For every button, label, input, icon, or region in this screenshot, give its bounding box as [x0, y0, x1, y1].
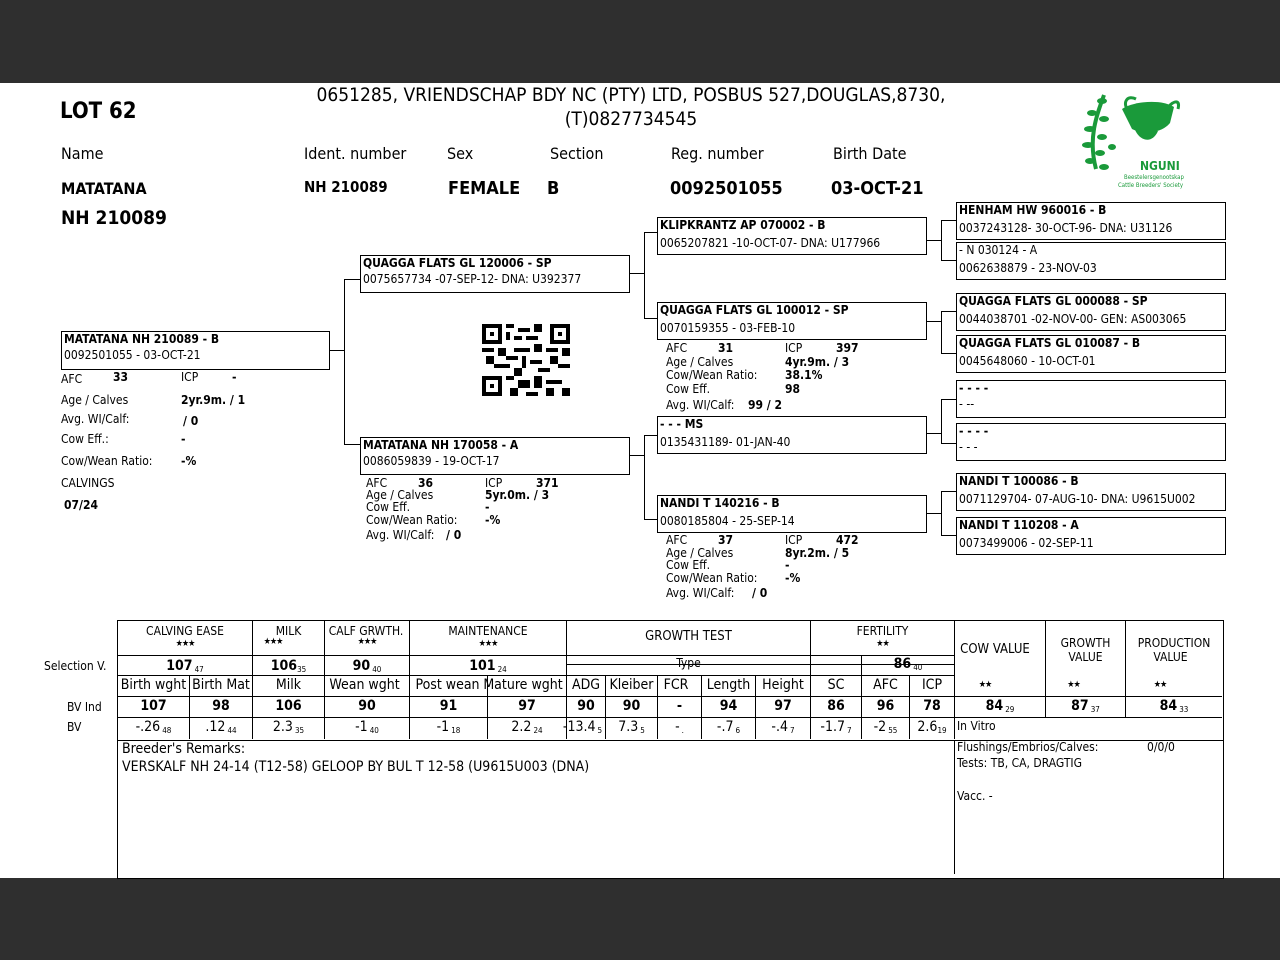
gg-8-detail: 0073499006 - 02-SEP-11 [959, 536, 1094, 550]
sel-calving-value: 107 [166, 658, 193, 674]
dd-age-label: Age / Calves [666, 546, 734, 560]
hdr-milk: MILK [275, 624, 302, 638]
dam-cw-value: -% [485, 513, 501, 527]
dd-wi-value: / 0 [752, 586, 768, 600]
animal-name: MATATANA [61, 179, 147, 198]
gg-2-detail: 0062638879 - 23-NOV-03 [959, 261, 1097, 275]
bv-fcr-value: - [675, 719, 680, 735]
logo-subtitle-2: Cattle Breeders' Society [1118, 182, 1184, 189]
label-ident: Ident. number [304, 144, 407, 163]
bv-height [756, 719, 810, 735]
bv-sc-sub: 7 [847, 726, 852, 735]
bv-birth-wght [118, 719, 189, 735]
gg-7-title: NANDI T 100086 - B [959, 474, 1079, 488]
dd-afc-value: 37 [718, 533, 734, 547]
sd-wi-value: 99 / 2 [748, 398, 782, 412]
label-section: Section [550, 144, 604, 163]
dam-age-value: 5yr.0m. / 3 [485, 488, 550, 502]
bv-length-sub: 6 [735, 726, 741, 735]
bvind-birth-mat: 98 [212, 698, 230, 714]
animal-name-line-2: NH 210089 [61, 207, 167, 229]
qr-code-icon [482, 323, 570, 397]
bv-afc [862, 719, 909, 735]
dam-box [360, 437, 630, 475]
dam-afc-value: 36 [418, 476, 434, 490]
col-adg: ADG [571, 677, 601, 693]
bv-kleiber [606, 719, 657, 735]
stars-maint: ★★★ [478, 639, 498, 649]
gg-6-title: - - - - [959, 424, 989, 438]
dam-wi-label: Avg. WI/Calf: [366, 528, 435, 542]
label-birth: Birth Date [833, 144, 907, 163]
label-name: Name [61, 144, 104, 163]
bvind-birth-wght: 107 [140, 698, 167, 714]
col-height: Height [762, 677, 804, 693]
hdr-growth-test: GROWTH TEST [645, 629, 732, 644]
sire-dam-detail: 0070159355 - 03-FEB-10 [660, 321, 796, 335]
animal-birth: 03-OCT-21 [831, 178, 924, 199]
bv-wean-wght-value: -1 [355, 719, 368, 735]
col-fcr: FCR [663, 677, 689, 693]
bv-mature-wght [488, 719, 566, 735]
dam-afc-label: AFC [366, 476, 388, 490]
hdr-type: Type [676, 656, 701, 670]
sel-maint [410, 658, 566, 674]
in-vitro-label: In Vitro [957, 719, 996, 733]
dam-sire-detail: 0135431189- 01-JAN-40 [660, 435, 791, 449]
dam-sire-box [657, 416, 927, 454]
gg-8-title: NANDI T 110208 - A [959, 518, 1079, 532]
bvind-length: 94 [719, 698, 738, 714]
col-birth-mat: Birth Mat [192, 677, 250, 693]
subject-cw-label: Cow/Wean Ratio: [61, 454, 153, 468]
hdr-maintenance: MAINTENANCE [448, 624, 528, 638]
bv-milk-value: 2.3 [272, 719, 293, 735]
sd-icp-value: 397 [836, 341, 859, 355]
animal-sex: FEMALE [448, 178, 521, 199]
sel-fert-value: 86 [893, 656, 912, 672]
cow-value-number: 84 [985, 698, 1004, 714]
bv-length-value: -.7 [716, 719, 734, 735]
col-post-wean: Post wean [415, 677, 480, 693]
gg-3-detail: 0044038701 -02-NOV-00- GEN: AS003065 [959, 312, 1187, 326]
production-value [1126, 698, 1222, 714]
subject-title: MATATANA NH 210089 - B [64, 332, 220, 346]
label-sex: Sex [447, 144, 474, 163]
production-value-number: 84 [1159, 698, 1178, 714]
sel-calf-sub: 40 [372, 665, 382, 674]
dam-detail: 0086059839 - 19-OCT-17 [363, 454, 500, 468]
col-afc: AFC [873, 677, 898, 693]
flushings-label: Flushings/Embrios/Calves: [957, 740, 1099, 754]
hdr-fertility: FERTILITY [856, 624, 909, 638]
sd-ce-value: 98 [785, 382, 801, 396]
sel-fert [862, 656, 954, 672]
cow-value-sub: 29 [1005, 705, 1015, 714]
dd-cw-label: Cow/Wean Ratio: [666, 571, 758, 585]
subject-wi-label: Avg. WI/Calf: [61, 412, 130, 426]
bvind-sc: 86 [827, 698, 845, 714]
sire-sire-box [657, 217, 927, 255]
gg-4-title: QUAGGA FLATS GL 010087 - B [959, 336, 1141, 350]
sd-age-label: Age / Calves [666, 355, 734, 369]
stars-cow: ★★ [978, 680, 992, 690]
hdr-calf-growth: CALF GRWTH. [328, 624, 404, 638]
gg-1-title: HENHAM HW 960016 - B [959, 203, 1107, 217]
bv-adg-sub: 5 [597, 726, 603, 735]
bvind-icp: 78 [923, 698, 941, 714]
subject-cw-value: -% [181, 454, 197, 468]
sel-calving [118, 658, 252, 674]
dam-icp-label: ICP [485, 476, 503, 490]
hdr-cow-value: COW VALUE [960, 642, 1030, 657]
lot-number: LOT 62 [60, 99, 137, 124]
row-label-selection: Selection V. [44, 659, 107, 673]
bv-sc-value: -1.7 [820, 719, 845, 735]
pedigree-sheet [0, 83, 1280, 878]
growth-value [1046, 698, 1125, 714]
sel-calf-value: 90 [352, 658, 371, 674]
bv-milk [253, 719, 324, 735]
bv-icp-sub: 19 [937, 726, 947, 735]
bv-height-sub: 7 [789, 726, 795, 735]
dam-age-label: Age / Calves [366, 488, 434, 502]
bv-mature-wght-value: 2.2 [511, 719, 532, 735]
hdr-growth-value-2: VALUE [1068, 650, 1103, 664]
calvings-label: CALVINGS [61, 476, 115, 490]
sd-cw-label: Cow/Wean Ratio: [666, 368, 758, 382]
col-kleiber: Kleiber [609, 677, 654, 693]
growth-value-number: 87 [1071, 698, 1089, 714]
dam-icp-value: 371 [536, 476, 559, 490]
dd-ce-value: - [785, 558, 790, 572]
sd-age-value: 4yr.9m. / 3 [785, 355, 850, 369]
dam-ce-label: Cow Eff. [366, 500, 411, 514]
gg-box-2 [956, 242, 1226, 280]
sire-dam-title: QUAGGA FLATS GL 100012 - SP [660, 303, 849, 317]
bvind-afc: 96 [876, 698, 895, 714]
dam-title: MATATANA NH 170058 - A [363, 438, 519, 452]
animal-reg: 0092501055 [670, 178, 783, 199]
remarks-text: VERSKALF NH 24-14 (T12-58) GELOOP BY BUL T 12-58 (U9615U003 (DNA) [122, 759, 590, 775]
sd-ce-label: Cow Eff. [666, 382, 711, 396]
row-label-bvind: BV Ind [67, 700, 102, 714]
subject-afc-label: AFC [61, 372, 83, 386]
bv-birth-wght-sub: 48 [162, 726, 172, 735]
dam-ce-value: - [485, 500, 490, 514]
gg-box-7 [956, 473, 1226, 511]
subject-detail: 0092501055 - 03-OCT-21 [64, 348, 201, 362]
dam-sire-title: - - - MS [660, 417, 704, 431]
subject-ce-value: - [181, 432, 186, 446]
dd-ce-label: Cow Eff. [666, 558, 711, 572]
sire-sire-title: KLIPKRANTZ AP 070002 - B [660, 218, 826, 232]
col-mature-wght: Mature wght [483, 677, 563, 693]
dd-afc-label: AFC [666, 533, 688, 547]
hdr-production-value-1: PRODUCTION [1137, 636, 1211, 650]
dam-wi-value: / 0 [446, 528, 462, 542]
stars-gv: ★★ [1067, 680, 1080, 690]
subject-icp-value: - [232, 370, 237, 384]
bv-milk-sub: 35 [294, 726, 305, 735]
bv-length [702, 719, 755, 735]
bv-adg [560, 719, 605, 735]
gg-box-3 [956, 293, 1226, 331]
col-sc: SC [827, 677, 845, 693]
qr-code [482, 323, 570, 397]
bvind-kleiber: 90 [622, 698, 641, 714]
bv-sc [811, 719, 861, 735]
gg-1-detail: 0037243128- 30-OCT-96- DNA: U31126 [959, 221, 1173, 235]
dd-cw-value: -% [785, 571, 801, 585]
bv-birth-mat-value: .12 [205, 719, 226, 735]
bv-fcr [658, 719, 701, 735]
gg-box-1 [956, 202, 1226, 240]
bv-birth-wght-value: -.26 [135, 719, 161, 735]
sel-calf [325, 658, 409, 674]
sel-milk-value: 106 [270, 658, 298, 674]
bv-afc-sub: 55 [888, 726, 898, 735]
bv-kleiber-value: 7.3 [618, 719, 639, 735]
growth-value-sub: 37 [1090, 705, 1100, 714]
bv-mature-wght-sub: 24 [533, 726, 543, 735]
calvings-value: 07/24 [64, 498, 98, 512]
sire-detail: 0075657734 -07-SEP-12- DNA: U392377 [363, 272, 582, 286]
hdr-growth-value-1: GROWTH [1060, 636, 1111, 650]
gg-box-8 [956, 517, 1226, 555]
dam-dam-title: NANDI T 140216 - B [660, 496, 780, 510]
sire-box [360, 255, 630, 293]
bv-post-wean-value: -1 [436, 719, 450, 735]
col-length: Length [706, 677, 751, 693]
bvind-milk: 106 [275, 698, 302, 714]
col-birth-wght: Birth wght [120, 677, 187, 693]
bv-post-wean-sub: 18 [451, 726, 461, 735]
gg-box-4 [956, 335, 1226, 373]
dd-icp-value: 472 [836, 533, 859, 547]
remarks-title: Breeder's Remarks: [122, 741, 246, 757]
animal-section: B [547, 178, 560, 199]
gg-5-title: - - - - [959, 381, 989, 395]
flushings-value: 0/0/0 [1147, 740, 1175, 754]
cow-value [955, 698, 1045, 714]
logo-title: NGUNI [1140, 159, 1180, 173]
sd-icp-label: ICP [785, 341, 803, 355]
sd-afc-label: AFC [666, 341, 688, 355]
col-wean-wght: Wean wght [329, 677, 400, 693]
gg-box-5 [956, 380, 1226, 418]
dd-icp-label: ICP [785, 533, 803, 547]
sd-cw-value: 38.1% [785, 368, 823, 382]
bvind-fcr: - [676, 698, 683, 714]
sire-sire-detail: 0065207821 -10-OCT-07- DNA: U177966 [660, 236, 881, 250]
gg-4-detail: 0045648060 - 10-OCT-01 [959, 354, 1096, 368]
bv-wean-wght-sub: 40 [369, 726, 379, 735]
bv-icp-value: 2.6 [917, 719, 938, 735]
stars-calf: ★★★ [357, 637, 377, 647]
bv-icp [910, 719, 954, 735]
col-milk: Milk [275, 677, 302, 693]
bvind-adg: 90 [577, 698, 595, 714]
label-reg: Reg. number [671, 144, 764, 163]
bvind-post-wean: 91 [439, 698, 458, 714]
hdr-production-value-2: VALUE [1153, 650, 1188, 664]
sel-milk [253, 658, 324, 674]
stars-pv: ★★ [1153, 680, 1167, 690]
gg-7-detail: 0071129704- 07-AUG-10- DNA: U9615U002 [959, 492, 1196, 506]
gg-2-title: - N 030124 - A [959, 243, 1038, 257]
sel-calving-sub: 47 [194, 665, 204, 674]
col-icp: ICP [921, 677, 943, 693]
bv-afc-value: -2 [873, 719, 887, 735]
stars-fert: ★★ [876, 639, 889, 649]
bvind-wean-wght: 90 [358, 698, 376, 714]
sd-afc-value: 31 [718, 341, 734, 355]
dam-dam-box [657, 495, 927, 533]
sel-maint-value: 101 [469, 658, 496, 674]
bv-birth-mat [190, 719, 252, 735]
stars-milk: ★★★ [263, 637, 283, 647]
hdr-calving-ease: CALVING EASE [146, 624, 224, 638]
subject-age-value: 2yr.9m. / 1 [181, 393, 246, 407]
sel-maint-sub: 24 [497, 665, 507, 674]
owner-line-2: (T)0827734545 [564, 108, 698, 130]
sel-fert-sub: 40 [913, 663, 923, 672]
subject-afc-value: 33 [113, 370, 129, 384]
dam-cw-label: Cow/Wean Ratio: [366, 513, 458, 527]
bv-kleiber-sub: 5 [640, 726, 645, 735]
vacc-text: Vacc. - [957, 789, 993, 803]
sire-dam-box [657, 302, 927, 340]
row-label-bv: BV [67, 720, 82, 734]
bv-fcr-sub: . [681, 726, 684, 735]
subject-ce-label: Cow Eff.: [61, 432, 109, 446]
sire-title: QUAGGA FLATS GL 120006 - SP [363, 256, 552, 270]
gg-box-6 [956, 423, 1226, 461]
gg-3-title: QUAGGA FLATS GL 000088 - SP [959, 294, 1148, 308]
sel-milk-sub: 35 [297, 665, 307, 674]
tests-text: Tests: TB, CA, DRAGTIG [957, 756, 1082, 770]
dd-wi-label: Avg. WI/Calf: [666, 586, 735, 600]
subject-box [61, 331, 330, 370]
logo-subtitle-1: Beestelersgenootskap [1124, 174, 1184, 181]
bvind-mature-wght: 97 [518, 698, 536, 714]
bv-birth-mat-sub: 44 [227, 726, 237, 735]
bvind-height: 97 [774, 698, 792, 714]
owner-line-1: 0651285, VRIENDSCHAP BDY NC (PTY) LTD, POSBUS 527,DOUGLAS,8730, [316, 84, 946, 106]
nguni-logo [1082, 87, 1212, 191]
dd-age-value: 8yr.2m. / 5 [785, 546, 850, 560]
bv-adg-value: -13.4 [562, 719, 596, 735]
subject-age-label: Age / Calves [61, 393, 129, 407]
bv-post-wean [410, 719, 487, 735]
subject-icp-label: ICP [181, 370, 199, 384]
animal-ident: NH 210089 [304, 178, 388, 196]
bv-wean-wght [325, 719, 409, 735]
sd-wi-label: Avg. WI/Calf: [666, 398, 735, 412]
gg-6-detail: - - - [959, 440, 978, 454]
stars-calving: ★★★ [175, 639, 195, 649]
production-value-sub: 33 [1179, 705, 1189, 714]
subject-wi-value: / 0 [183, 414, 199, 428]
bv-height-value: -.4 [771, 719, 788, 735]
dam-dam-detail: 0080185804 - 25-SEP-14 [660, 514, 795, 528]
gg-5-detail: - -- [959, 397, 975, 411]
